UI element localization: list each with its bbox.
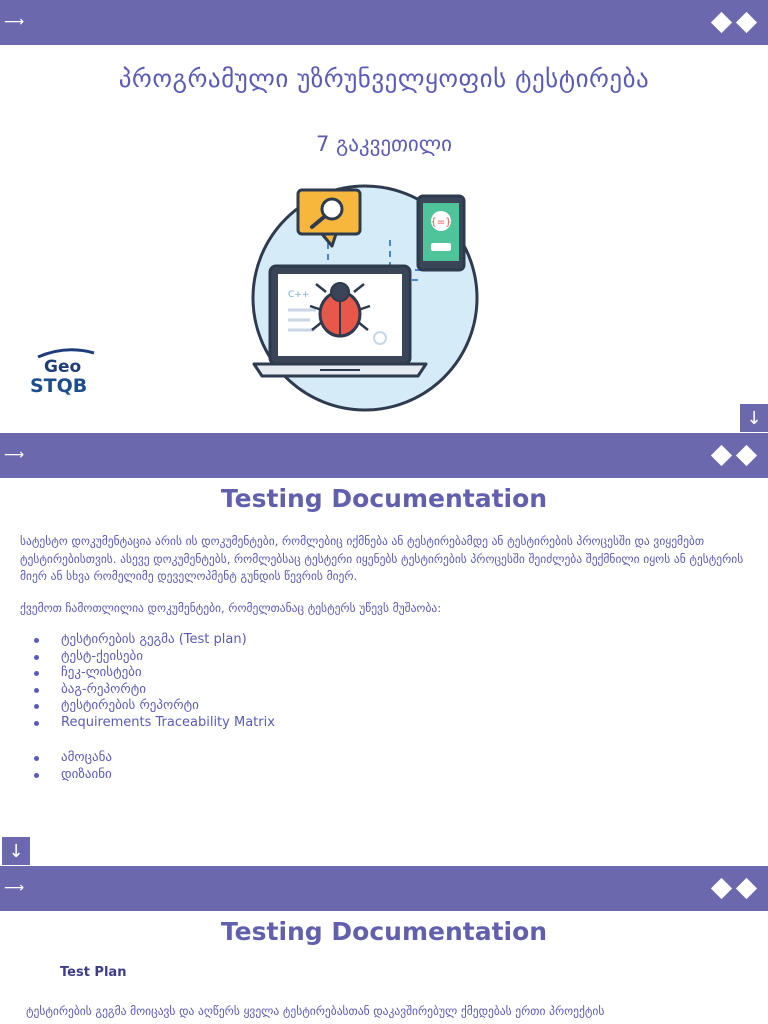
svg-text:C++: C++ — [288, 290, 310, 300]
arrow-right-icon: ⟶ — [4, 880, 25, 896]
course-title: პროგრამული უზრუნველყოფის ტესტირება — [118, 64, 650, 93]
list-item: ბაგ-რეპორტი — [34, 682, 275, 699]
list-item: Requirements Traceability Matrix — [34, 715, 275, 732]
phone-icon — [418, 196, 464, 270]
section-heading: Testing Documentation — [220, 484, 548, 513]
diamonds-decoration — [714, 881, 754, 896]
documents-list — [34, 632, 275, 731]
list-item: ჩეკ-ლისტები — [34, 665, 275, 682]
logo-geo-text: Geo — [44, 357, 82, 377]
list-item: ამოცანა — [34, 750, 112, 767]
intro-paragraph: სატესტო დოკუმენტაცია არის ის დოკუმენტები, რომლებიც იქმნება ან ტესტირებამდე ან ტესტირების პროცესში და ვიყემებთ ტესტირებისთვის. ასევე დოკუმენტებს, რომლებსაც ტესტერი იყენებს ტესტირების პროცესში შეიძლება შექმნილი იყოს ან ტესტერის მიერ ან სხვა რომელიმე დეველოპმენტ გუნდის წევრის მიერ. — [20, 534, 744, 583]
list-item: ტესტირების გეგმა (Test plan) — [34, 632, 275, 649]
diamond-icon — [711, 445, 732, 466]
arrow-down-icon: ↓ — [746, 407, 762, 429]
section-band — [0, 866, 768, 911]
documents-list-extra — [34, 750, 112, 783]
diamond-icon — [711, 12, 732, 33]
diamond-icon — [736, 878, 757, 899]
list-item: ტესტირების რეპორტი — [34, 698, 275, 715]
diamonds-decoration — [714, 448, 754, 463]
list-item: დიზაინი — [34, 767, 112, 784]
lesson-number: 7 გაკვეთილი — [316, 132, 452, 156]
arrow-down-icon: ↓ — [8, 840, 24, 862]
test-plan-paragraph: ტესტირების გეგმა მოიცავს და აღწერს ყველა ტესტირებასთან დაკავშირებულ ქმედებას ერთი პროექტის — [26, 1004, 605, 1018]
section-heading: Testing Documentation — [220, 917, 548, 946]
logo-stqb-text: STQB — [30, 375, 88, 397]
svg-text:{=}: {=} — [430, 217, 452, 228]
bug-testing-illustration — [240, 180, 490, 412]
diamond-icon — [736, 445, 757, 466]
arrow-right-icon: ⟶ — [4, 14, 25, 30]
scroll-down-button[interactable] — [2, 837, 30, 865]
section-band — [0, 433, 768, 478]
arrow-right-icon: ⟶ — [4, 447, 25, 463]
list-item: ტესტ-ქეისები — [34, 649, 275, 666]
diamond-icon — [736, 12, 757, 33]
diamond-icon — [711, 878, 732, 899]
top-band — [0, 0, 768, 45]
test-plan-subheading: Test Plan — [60, 965, 127, 980]
list-intro: ქვემოთ ჩამოთლილია დოკუმენტები, რომელთანაც ტესტერს უწევს მუშაობა: — [20, 601, 442, 615]
diamonds-decoration — [714, 15, 754, 30]
geostqb-logo — [30, 348, 100, 396]
scroll-down-button[interactable] — [740, 404, 768, 432]
